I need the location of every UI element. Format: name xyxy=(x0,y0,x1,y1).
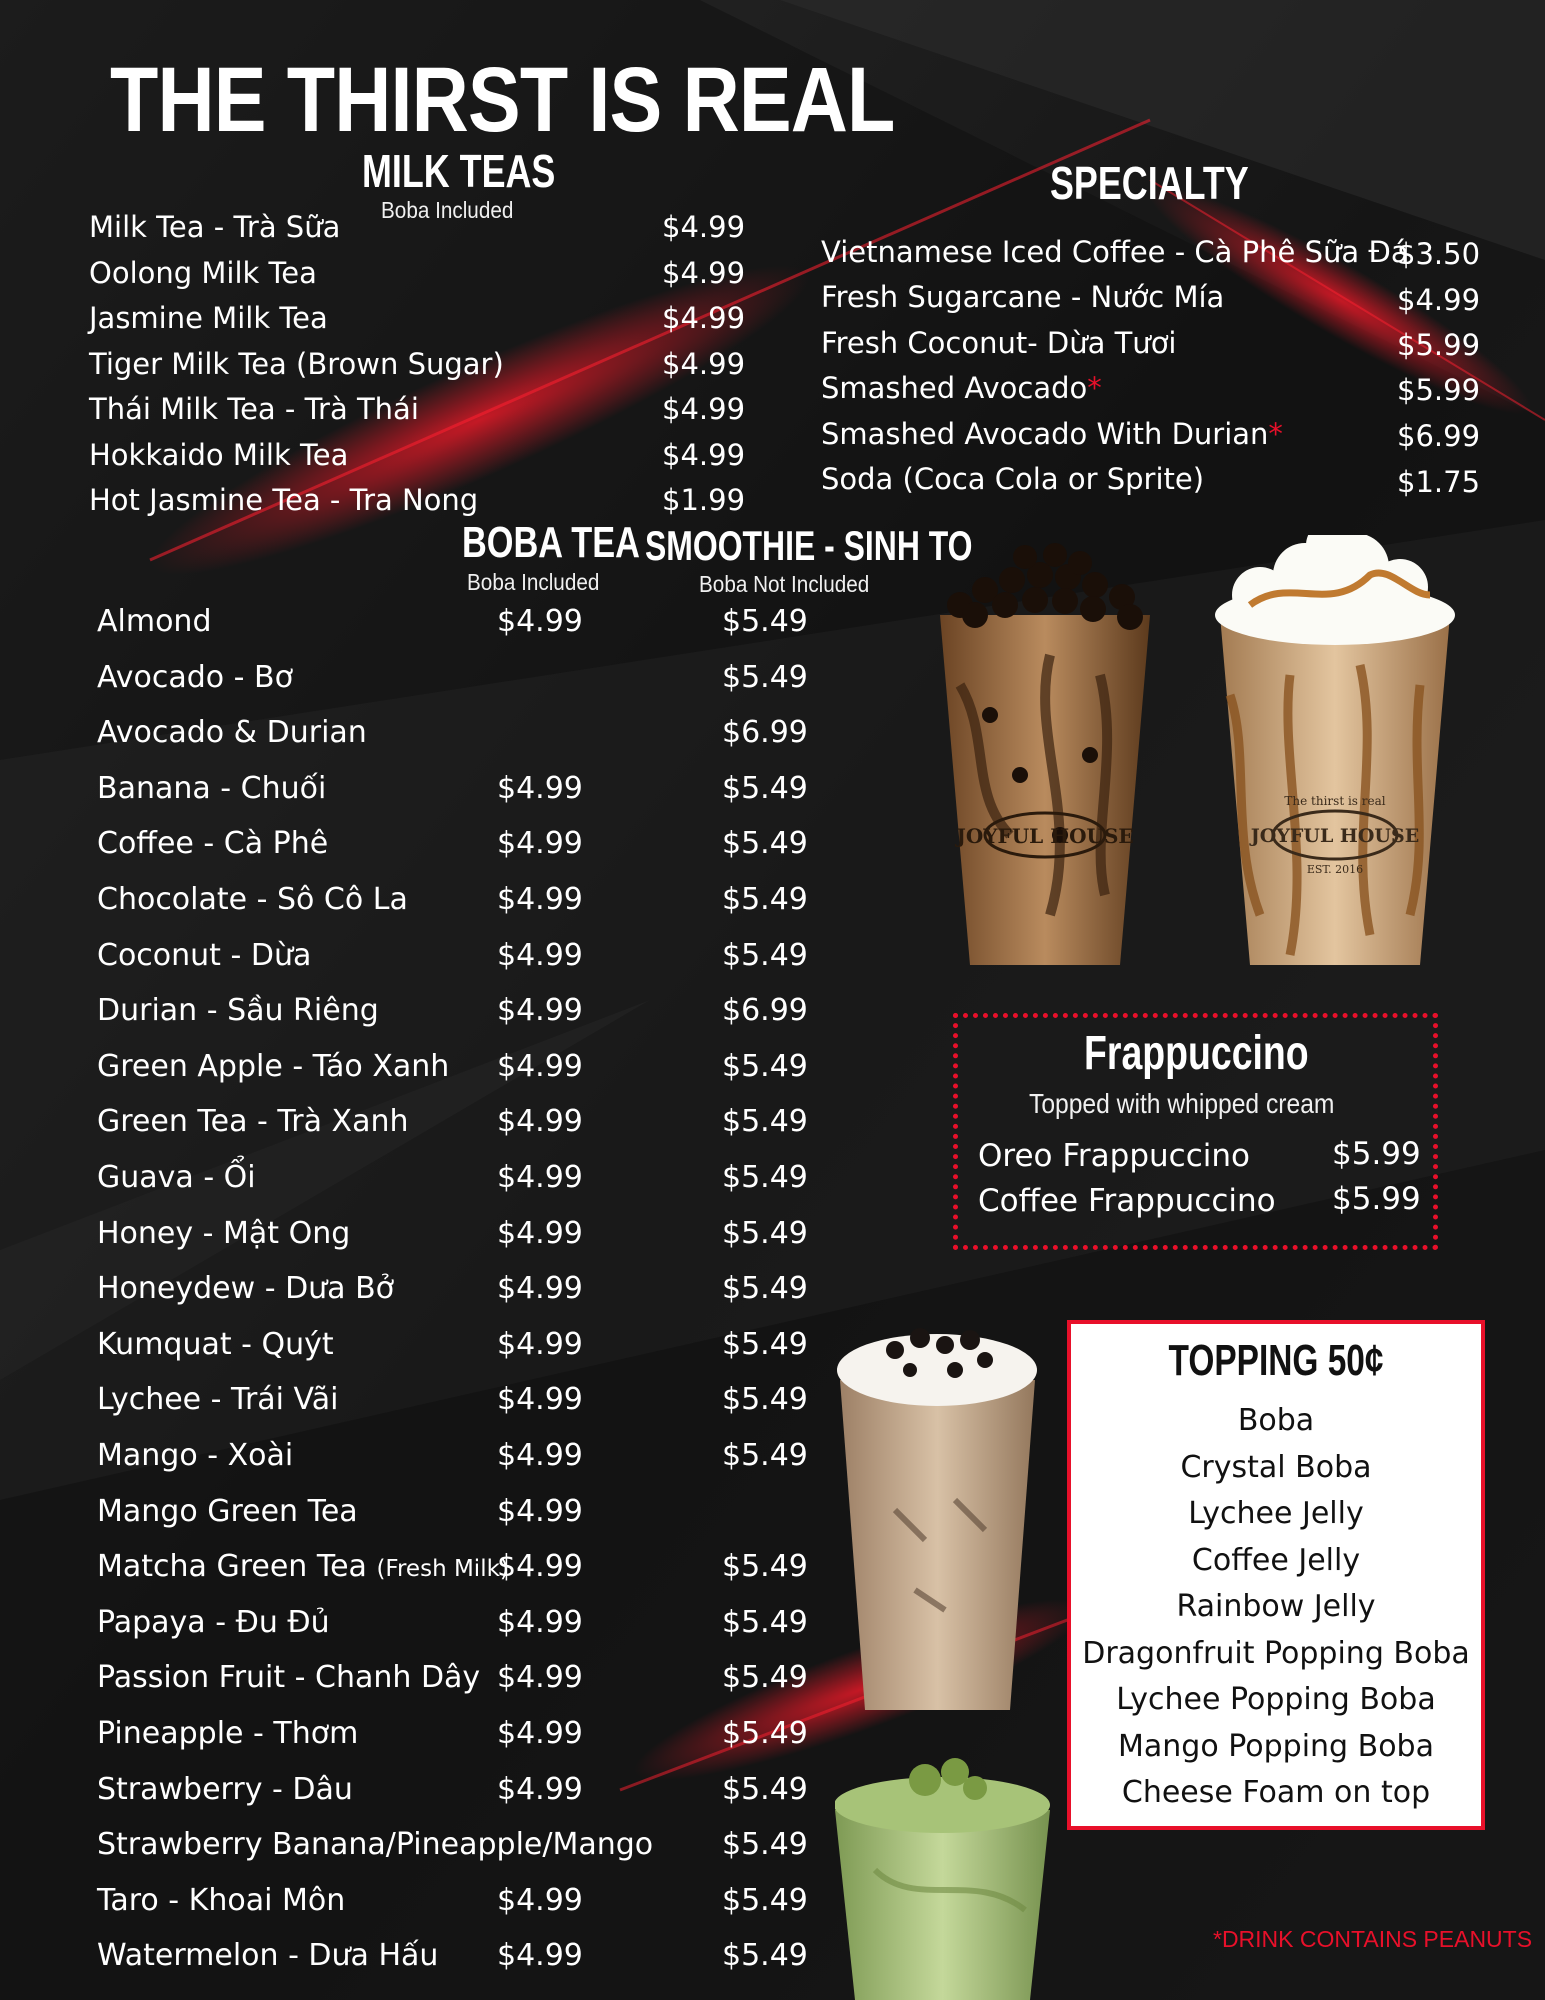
item-price: $4.99 xyxy=(1397,283,1481,317)
item-name-text: Strawberry - Dâu xyxy=(97,1772,353,1807)
boba-tea-heading: BOBA TEA xyxy=(462,518,640,567)
item-name xyxy=(97,1772,353,1807)
boba-price: $4.99 xyxy=(497,1494,583,1529)
smoothie-price: $5.49 xyxy=(722,1549,808,1584)
smoothie-price: $5.49 xyxy=(722,1160,808,1195)
item-name xyxy=(97,715,367,750)
peanut-footnote: *DRINK CONTAINS PEANUTS xyxy=(1213,1926,1533,1952)
item-price: $4.99 xyxy=(662,392,746,426)
item-name-text: Matcha Green Tea xyxy=(97,1549,377,1584)
item-price: $1.99 xyxy=(662,483,746,517)
smoothie-price: $5.49 xyxy=(722,938,808,973)
list-item xyxy=(821,462,1204,496)
list-item xyxy=(89,301,328,335)
item-name-text: Coconut - Dừa xyxy=(97,938,312,973)
frappuccino-subtitle: Topped with whipped cream xyxy=(1029,1088,1335,1119)
item-name-text: Mango Green Tea xyxy=(97,1494,358,1529)
item-name-text: Mango - Xoài xyxy=(97,1438,294,1473)
smoothie-price: $5.49 xyxy=(722,1716,808,1751)
drink-photos-top xyxy=(930,535,1470,975)
boba-price: $4.99 xyxy=(497,1938,583,1973)
smoothie-price: $6.99 xyxy=(722,715,808,750)
smoothie-price: $5.49 xyxy=(722,1382,808,1417)
item-name xyxy=(97,1271,394,1306)
list-item xyxy=(821,371,1102,405)
smoothie-price: $5.49 xyxy=(722,604,808,639)
item-name xyxy=(97,826,328,861)
smoothie-price: $5.49 xyxy=(722,1327,808,1362)
list-item xyxy=(821,235,1409,269)
peanut-mark: * xyxy=(1268,417,1283,451)
boba-price: $4.99 xyxy=(497,771,583,806)
item-name xyxy=(97,938,311,973)
item-name xyxy=(97,1883,345,1918)
milk-teas-heading: MILK TEAS xyxy=(362,145,556,197)
item-name-text: Durian - Sầu Riêng xyxy=(97,993,379,1028)
smoothie-price: $5.49 xyxy=(722,1104,808,1139)
topping-item: Lychee Jelly xyxy=(1188,1496,1364,1531)
item-name xyxy=(97,1104,408,1139)
topping-item: Cheese Foam on top xyxy=(1121,1775,1431,1810)
item-name: Tiger Milk Tea (Brown Sugar) xyxy=(89,347,504,381)
item-price: $1.75 xyxy=(1397,465,1481,499)
item-name xyxy=(97,1660,480,1695)
item-price: $5.99 xyxy=(1332,1136,1421,1172)
topping-heading-wrap xyxy=(1071,1324,1481,1398)
boba-price: $4.99 xyxy=(497,1549,583,1584)
smoothie-price: $5.49 xyxy=(722,1605,808,1640)
item-name-text: Honeydew - Dưa Bở xyxy=(97,1271,395,1306)
item-name xyxy=(97,771,326,806)
list-item xyxy=(89,347,504,381)
item-name-text: Lychee - Trái Vãi xyxy=(97,1382,339,1417)
smoothie-price: $5.49 xyxy=(722,1271,808,1306)
item-name xyxy=(97,604,212,639)
item-name: Hot Jasmine Tea - Tra Nong xyxy=(89,483,479,517)
boba-price: $4.99 xyxy=(497,938,583,973)
item-name: Fresh Sugarcane - Nước Mía xyxy=(821,280,1225,314)
smoothie-price: $5.49 xyxy=(722,826,808,861)
item-price: $5.99 xyxy=(1397,328,1481,362)
list-item xyxy=(89,438,348,472)
list-item xyxy=(89,256,317,290)
boba-price: $4.99 xyxy=(497,1883,583,1918)
item-name-text: Guava - Ổi xyxy=(97,1160,256,1195)
topping-item: Lychee Popping Boba xyxy=(1116,1682,1436,1717)
boba-price: $4.99 xyxy=(497,993,583,1028)
frappuccino-box xyxy=(953,1013,1438,1250)
topping-list xyxy=(1071,1398,1481,1817)
smoothie-price: $6.99 xyxy=(722,993,808,1028)
item-name-text: Strawberry Banana/Pineapple/Mango xyxy=(97,1827,654,1862)
item-price: $6.99 xyxy=(1397,419,1481,453)
item-name-text: Pineapple - Thơm xyxy=(97,1716,359,1751)
item-name xyxy=(97,1938,438,1973)
smoothie-price: $5.49 xyxy=(722,1938,808,1973)
item-name: Fresh Coconut- Dừa Tươi xyxy=(821,326,1177,360)
item-name-text: Almond xyxy=(97,604,212,639)
item-name xyxy=(97,882,408,917)
item-price: $3.50 xyxy=(1397,237,1481,271)
boba-price: $4.99 xyxy=(497,1716,583,1751)
list-item: Coffee Frappuccino xyxy=(978,1183,1276,1219)
oreo-drink-image xyxy=(837,1328,1037,1710)
item-name-text: Banana - Chuối xyxy=(97,771,327,806)
item-price: $4.99 xyxy=(662,347,746,381)
topping-item: Boba xyxy=(1237,1403,1315,1438)
page-title: THE THIRST IS REAL xyxy=(110,49,895,151)
item-name-text: Chocolate - Sô Cô La xyxy=(97,882,408,917)
smoothie-price: $5.49 xyxy=(722,1049,808,1084)
item-name xyxy=(97,1216,350,1251)
item-name-text: Passion Fruit - Chanh Dây xyxy=(97,1660,481,1695)
item-name xyxy=(97,1049,449,1084)
item-name xyxy=(97,1605,330,1640)
smoothie-price: $5.49 xyxy=(722,882,808,917)
boba-price: $4.99 xyxy=(497,1049,583,1084)
topping-box xyxy=(1067,1320,1485,1830)
item-name xyxy=(97,1716,358,1751)
topping-item: Dragonfruit Popping Boba xyxy=(1082,1635,1470,1671)
boba-price: $4.99 xyxy=(497,1772,583,1807)
cup-brand-text: JOYFUL HOUSE xyxy=(956,824,1134,848)
item-name: Smashed Avocado With Durian xyxy=(821,417,1269,451)
smoothie-price: $5.49 xyxy=(722,1772,808,1807)
item-name xyxy=(97,1827,653,1862)
item-name: Oolong Milk Tea xyxy=(89,256,317,290)
topping-item: Rainbow Jelly xyxy=(1176,1589,1376,1624)
item-name-text: Kumquat - Quýt xyxy=(97,1327,334,1362)
topping-heading: TOPPING 50¢ xyxy=(1168,1336,1384,1385)
list-item xyxy=(89,392,419,426)
item-name: Smashed Avocado xyxy=(821,371,1088,405)
peanut-mark: * xyxy=(1087,371,1102,405)
item-price: $4.99 xyxy=(662,256,746,290)
item-name xyxy=(97,1327,334,1362)
boba-price: $4.99 xyxy=(497,1160,583,1195)
list-item xyxy=(821,280,1224,314)
topping-item: Coffee Jelly xyxy=(1191,1542,1361,1578)
item-name xyxy=(97,993,379,1028)
smoothie-price: $5.49 xyxy=(722,1827,808,1862)
smoothie-price: $5.49 xyxy=(722,771,808,806)
list-item xyxy=(89,210,340,244)
item-name xyxy=(97,660,293,695)
item-name-text: Papaya - Đu Đủ xyxy=(97,1605,330,1640)
frappuccino-heading: Frappuccino xyxy=(1084,1027,1309,1080)
item-name xyxy=(97,1438,293,1473)
item-price: $4.99 xyxy=(662,438,746,472)
cup-est-text: EST. 2016 xyxy=(1306,863,1364,876)
list-item: Oreo Frappuccino xyxy=(978,1138,1250,1174)
item-name xyxy=(97,1160,256,1195)
smoothie-heading: SMOOTHIE - SINH TO xyxy=(645,522,973,569)
boba-price: $4.99 xyxy=(497,1438,583,1473)
item-name: Hokkaido Milk Tea xyxy=(89,438,349,472)
boba-tea-subtitle: Boba Included xyxy=(467,569,600,595)
smoothie-price: $5.49 xyxy=(722,1883,808,1918)
item-name-text: Coffee - Cà Phê xyxy=(97,826,329,861)
smoothie-price: $5.49 xyxy=(722,1438,808,1473)
caramel-drink-image xyxy=(1215,535,1455,965)
boba-price: $4.99 xyxy=(497,1271,583,1306)
item-name-text: Honey - Mật Ong xyxy=(97,1216,351,1251)
list-item xyxy=(821,417,1283,451)
item-name xyxy=(97,1382,338,1417)
avocado-drink-image xyxy=(835,1758,1050,2000)
boba-price: $4.99 xyxy=(497,604,583,639)
boba-price: $4.99 xyxy=(497,1327,583,1362)
item-name: Vietnamese Iced Coffee - Cà Phê Sữa Đá xyxy=(821,235,1409,269)
drink-photos-bottom xyxy=(835,1310,1055,2000)
item-price: $4.99 xyxy=(662,301,746,335)
boba-price: $4.99 xyxy=(497,1216,583,1251)
topping-item: Mango Popping Boba xyxy=(1118,1728,1434,1764)
item-name xyxy=(97,1549,509,1584)
topping-item: Crystal Boba xyxy=(1180,1449,1372,1485)
item-name xyxy=(97,1494,358,1529)
milk-teas-subtitle: Boba Included xyxy=(381,197,514,223)
specialty-heading: SPECIALTY xyxy=(1050,157,1249,209)
item-price: $5.99 xyxy=(1397,373,1481,407)
boba-price: $4.99 xyxy=(497,1382,583,1417)
item-name-text: Watermelon - Dưa Hấu xyxy=(97,1938,439,1973)
boba-price: $4.99 xyxy=(497,1605,583,1640)
item-name-text: Avocado & Durian xyxy=(97,715,367,750)
item-name: Thái Milk Tea - Trà Thái xyxy=(89,392,419,426)
cup-tagline-text: The thirst is real xyxy=(1284,794,1386,808)
item-name: Soda (Coca Cola or Sprite) xyxy=(821,462,1205,496)
item-name-text: Green Tea - Trà Xanh xyxy=(97,1104,409,1139)
boba-price: $4.99 xyxy=(497,882,583,917)
item-name-text: Taro - Khoai Môn xyxy=(97,1883,346,1918)
item-note: (Fresh Milk) xyxy=(376,1556,509,1582)
smoothie-price: $5.49 xyxy=(722,1216,808,1251)
item-price: $4.99 xyxy=(662,210,746,244)
list-item xyxy=(89,483,478,517)
smoothie-price: $5.49 xyxy=(722,660,808,695)
boba-drink-image xyxy=(940,543,1150,965)
boba-price: $4.99 xyxy=(497,1660,583,1695)
smoothie-price: $5.49 xyxy=(722,1660,808,1695)
item-name-text: Avocado - Bơ xyxy=(97,660,293,695)
item-name: Milk Tea - Trà Sữa xyxy=(89,210,341,244)
boba-price: $4.99 xyxy=(497,826,583,861)
smoothie-subtitle: Boba Not Included xyxy=(699,571,870,597)
item-name: Jasmine Milk Tea xyxy=(89,301,328,335)
boba-price: $4.99 xyxy=(497,1104,583,1139)
item-name-text: Green Apple - Táo Xanh xyxy=(97,1049,450,1084)
item-price: $5.99 xyxy=(1332,1181,1421,1217)
cup-brand-text: JOYFUL HOUSE xyxy=(1250,825,1420,847)
list-item xyxy=(821,326,1177,360)
